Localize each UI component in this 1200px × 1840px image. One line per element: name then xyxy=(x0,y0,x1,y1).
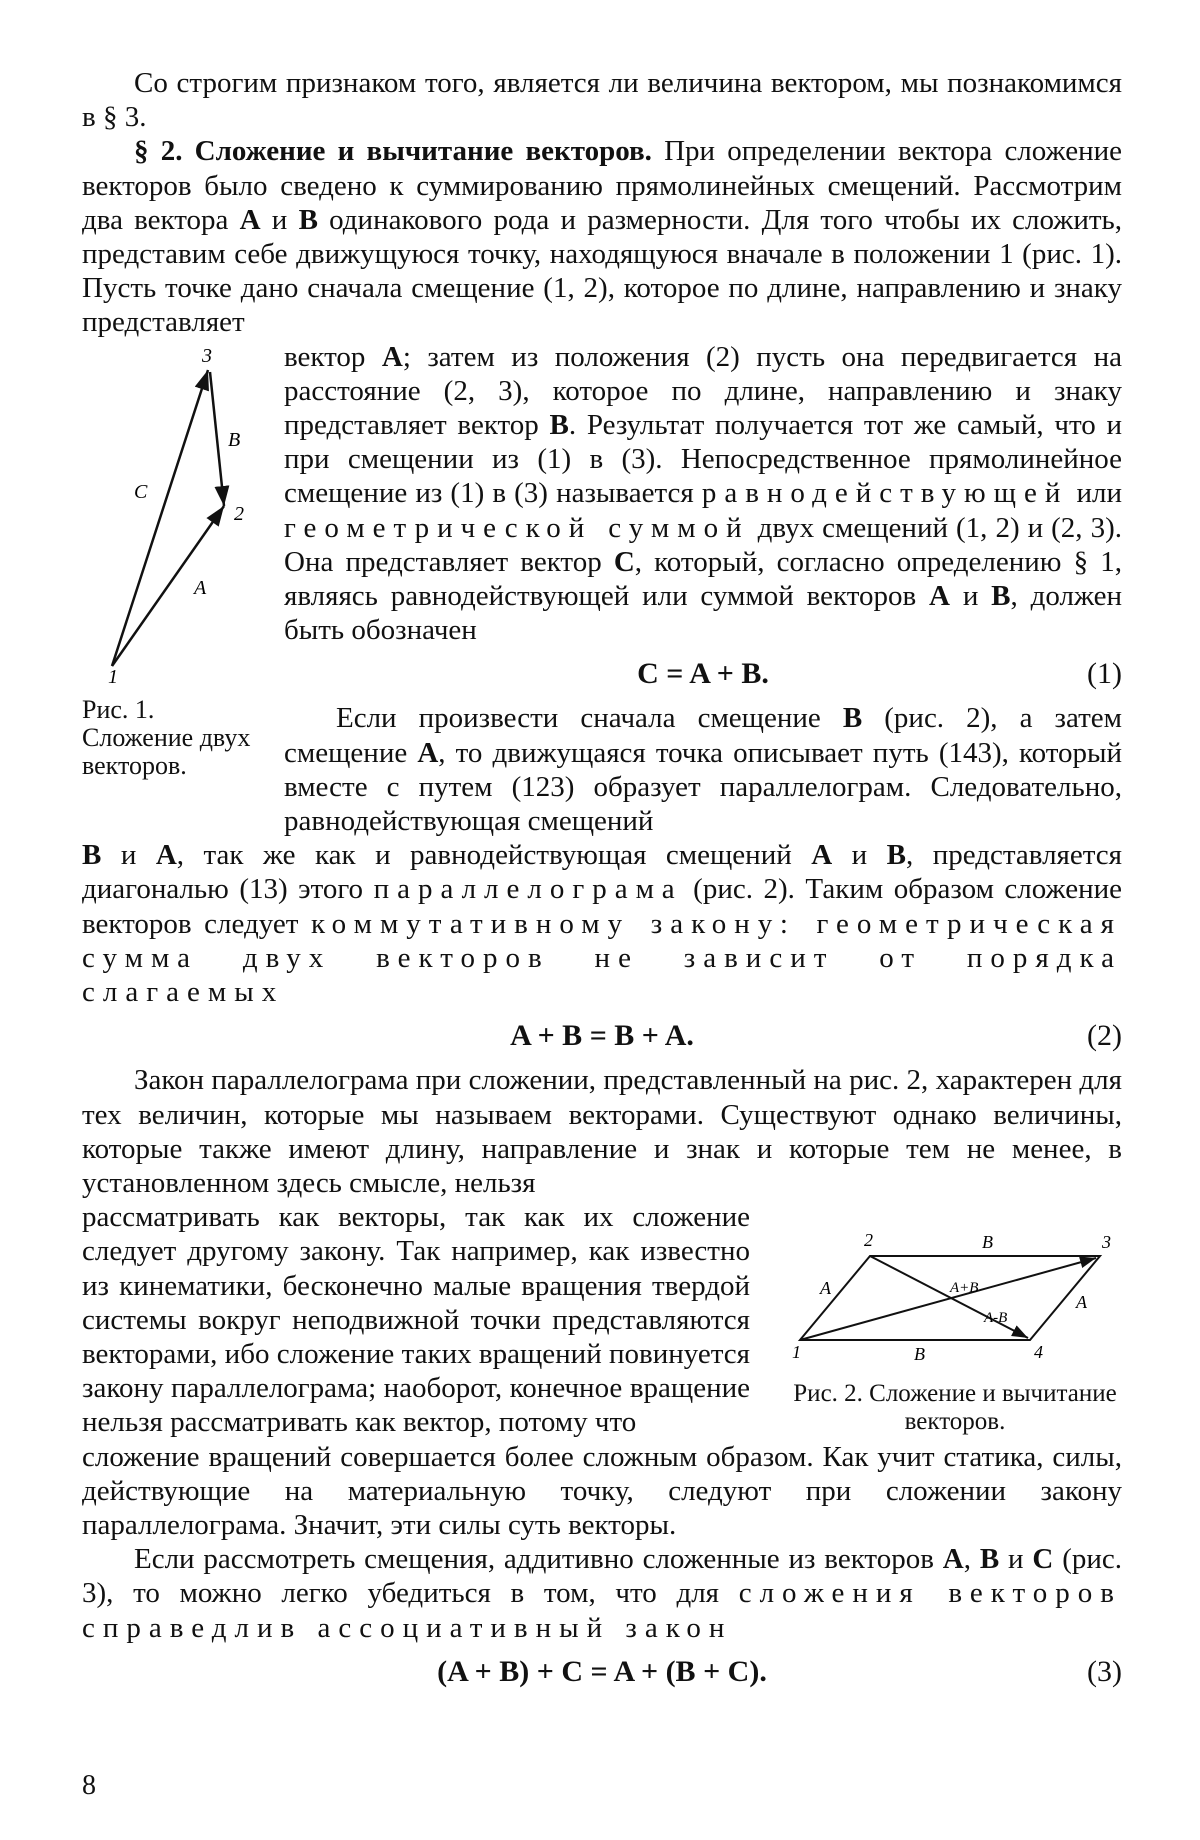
point-3-label: 3 xyxy=(202,348,212,367)
fig2-point-1: 1 xyxy=(792,1342,801,1362)
figure1-wrap-text: вектор A; затем из положения (2) пусть она передвигается на расстояние (2, 3), которое по длине, направлению и знаку представляет вектор B. Результат получается тот же самый, что и при смещении из (1) в (3). Непосредственное прямолинейное смещение из (1) в (3) называется равнодействующей или геометрической суммой двух смещений (1, 2) и (2, 3). Она представляет вектор C, который, согласно определению § 1, являясь равнодействующей или суммой векторов A и B, должен быть обозначен C = A + B. (1) Если произвести сначала смещение B (рис. 2), а затем смещение A, то движущаяся точка описывает путь (143), который вместе с путем (123) образует параллелограм. Следовательно, равнодействующая смещений xyxy=(284,340,1122,838)
figure-1-caption: Рис. 1. Сложение двух векторов. xyxy=(82,695,251,780)
fig2-vector-a-right: A xyxy=(1076,1292,1087,1312)
paragraph-commutative: B и A, так же как и равнодействующая смещений A и B, представляется диагональю (13) этого параллелограма (рис. 2). Таким образом сложение векторов следует коммутативному закону: геометрическая сумма двух векторов не зависит от порядка слагаемых xyxy=(82,839,1122,1009)
paragraph-forces: сложение вращений совершается более сложным образом. Как учит статика, силы, действующие на материальную точку, следуют при сложении закону параллелограма. Значит, эти силы суть векторы. xyxy=(82,1440,1122,1541)
equation-2-number: (2) xyxy=(1087,1019,1122,1053)
fig2-difference-label: A-B xyxy=(984,1310,1008,1326)
vector-b xyxy=(210,372,224,506)
fig2-vector-b-top: B xyxy=(982,1232,993,1252)
figure-1-diagram xyxy=(82,348,282,688)
equation-2: A + B = B + A. (2) xyxy=(82,1009,1122,1063)
point-2-label: 2 xyxy=(234,503,244,525)
figure-2-diagram xyxy=(790,1230,1120,1380)
equation-3: (A + B) + C = A + (B + C). (3) xyxy=(82,1645,1122,1699)
point-1-label: 1 xyxy=(108,666,118,688)
fig2-vector-a-left: A xyxy=(820,1278,831,1298)
diagonal-sum xyxy=(800,1258,1096,1340)
vector-b-label: B xyxy=(228,429,241,451)
fig2-sum-label: A+B xyxy=(950,1280,979,1296)
fig2-vector-b-bottom: B xyxy=(914,1344,925,1364)
fig2-point-2: 2 xyxy=(864,1230,873,1250)
paragraph-rotations: рассматривать как векторы, так как их сложение следует другому закону. Так например, как известно из кинематики, бесконечно малые вращения твердой системы вокруг неподвижной точки представляются векторами, ибо сложение таких вращений повинуется закону параллелограма; наоборот, конечное вращение нельзя рассматривать как вектор, потому что xyxy=(82,1201,750,1439)
equation-1: C = A + B. (1) xyxy=(284,647,1122,701)
vector-a-label: A xyxy=(194,577,207,599)
vector-c xyxy=(112,370,208,666)
page-body xyxy=(82,66,1122,1699)
fig2-point-4: 4 xyxy=(1034,1342,1043,1362)
figure-1 xyxy=(82,348,282,788)
equation-1-number: (1) xyxy=(1087,657,1122,691)
vector-c-label: C xyxy=(134,481,148,503)
vector-a xyxy=(112,506,224,666)
paragraph-intro: Со строгим признаком того, является ли величина вектором, мы познакомимся в § 3. xyxy=(82,67,1122,134)
paragraph-parallelogram-law: Закон параллелограма при сложении, представленный на рис. 2, характерен для тех величин, которые мы называем векторами. Существуют однако величины, которые также имеют длину, направление и знак и которые тем не менее, в установленном здесь смысле, нельзя xyxy=(82,1064,1122,1199)
figure-2 xyxy=(790,1230,1120,1435)
fig2-point-3: 3 xyxy=(1102,1232,1111,1252)
figure-2-caption: Рис. 2. Сложение и вычитание векторов. xyxy=(793,1380,1117,1435)
equation-3-number: (3) xyxy=(1087,1654,1122,1688)
section-heading: § 2. Сложение и вычитание векторов. xyxy=(134,135,652,168)
page-number: 8 xyxy=(82,1770,96,1801)
paragraph-addition: § 2. Сложение и вычитание векторов. При определении вектора сложение векторов было сведено к суммированию прямолинейных смещений. Рассмотрим два вектора A и B одинакового рода и размерности. Для того чтобы их сложить, представим себе движущуюся точку, находящуюся вначале в положении 1 (рис. 1). Пусть точке дано сначала смещение (1, 2), которое по длине, направлению и знаку представляет xyxy=(82,135,1123,339)
paragraph-associative: Если рассмотреть смещения, аддитивно сложенные из векторов A, B и C (рис. 3), то можно легко убедиться в том, что для сложения векторов справедлив ассоциативный закон xyxy=(82,1543,1122,1644)
